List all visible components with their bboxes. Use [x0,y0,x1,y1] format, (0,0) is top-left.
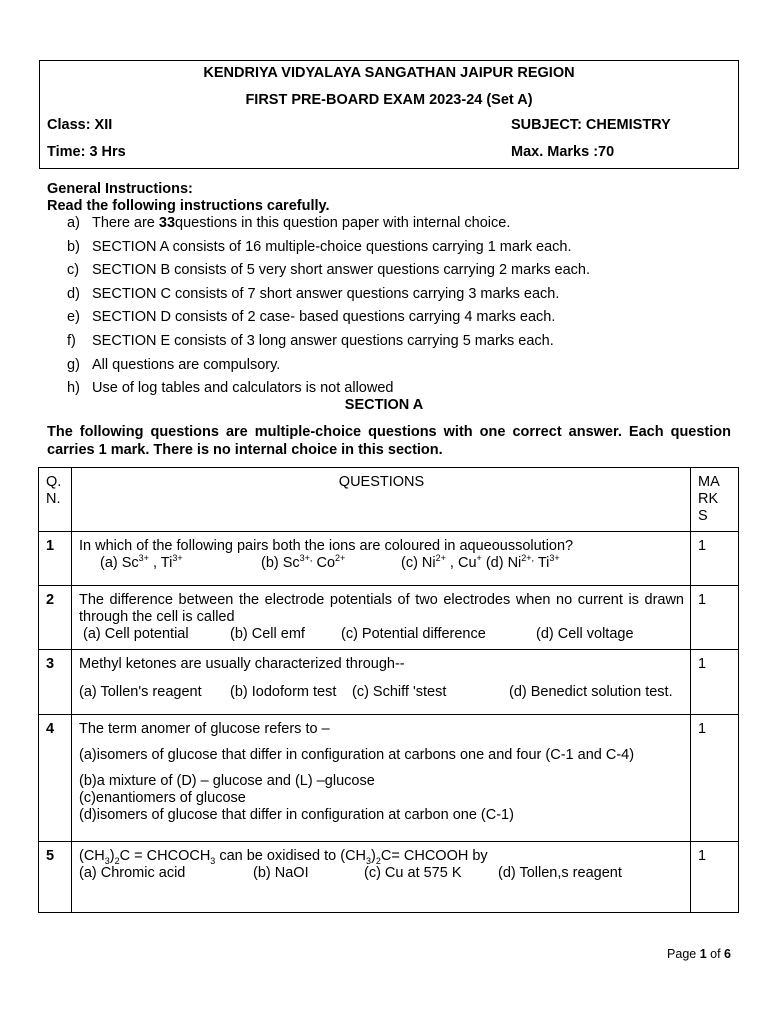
instruction-item: c) SECTION B consists of 5 very short answer questions carrying 2 marks each. [67,262,591,279]
question-number: 4 [39,715,72,842]
table-row [39,842,739,913]
question-options [79,865,684,882]
question-number: 5 [39,842,72,913]
marks-header: MA RK S [691,468,739,532]
instruction-item: g) All questions are compulsory. [67,356,281,373]
option-c: (c) Schiff 'stest [352,684,447,700]
question-cell [72,842,691,913]
class-label: Class: XII [47,117,113,133]
option-b: (b) NaOI [253,865,309,881]
question-cell [72,532,691,586]
questions-table [38,467,739,913]
option-d: (d) Benedict solution test. [509,684,673,700]
question-text: The term anomer of glucose refers to – [79,721,330,737]
question-marks: 1 [691,532,739,586]
section-title: SECTION A [344,397,424,413]
general-instructions [47,181,737,404]
option-d: (d)isomers of glucose that differ in configuration at carbon one (C-1) [79,807,514,823]
instructions-title: General Instructions: [47,181,193,197]
question-cell [72,715,691,842]
exam-header [39,60,739,169]
instruction-item: b) SECTION A consists of 16 multiple-choice questions carrying 1 mark each. [67,238,572,255]
option-a: (a) Chromic acid [79,865,186,881]
table-row [39,715,739,842]
option-b: (b) Cell emf [230,626,305,642]
option-c: (c) Potential difference [341,626,486,642]
option-b: (b) $Sc^{3+,}$ $Co^{2+}$ [261,553,346,571]
option-d: (d) Tollen,s reagent [498,865,622,881]
question-text: In which of the following pairs both the ions are coloured in aqueoussolution? [79,538,574,554]
option-c: (c)enantiomers of glucose [79,790,246,806]
question-options [79,555,684,572]
instruction-item: a) There are 33questions in this question paper with internal choice. [67,215,511,231]
question-cell [72,650,691,715]
qn-header: Q. N. [39,468,72,532]
option-a: (a) Cell potential [83,626,189,642]
option-b: (b)a mixture of (D) – glucose and (L) –glucose [79,773,375,789]
question-cell [72,586,691,650]
total-pages: 6 [724,947,731,961]
option-a: (a) Tollen's reagent [79,684,202,700]
question-marks: 1 [691,650,739,715]
question-marks: 1 [691,586,739,650]
option-a: (a) $Sc^{3+}$ , $Ti^{3+}$ [100,553,183,571]
max-marks-label: Max. Marks :70 [511,144,615,160]
question-text: $(CH_3)_2C$ = $CHCOCH_3$ can be oxidised to $(CH_3)_2C=$ CHCOOH by [79,848,488,866]
exam-title: FIRST PRE-BOARD EXAM 2023-24 (Set A) [245,92,533,108]
question-number: 2 [39,586,72,650]
option-c: (c) Cu at 575 K [364,865,462,881]
instruction-item: f) SECTION E consists of 3 long answer questions carrying 5 marks each. [67,332,554,349]
table-row [39,586,739,650]
option-c: (c) $Ni^{2+}$ , Cu+ [401,553,482,571]
table-row [39,650,739,715]
option-d: (d) $Ni^{2+,}$ $Ti^{3+}$ [485,553,560,571]
option-d: (d) Cell voltage [536,626,634,642]
org-name: KENDRIYA VIDYALAYA SANGATHAN JAIPUR REGION [203,65,575,81]
instruction-item: d) SECTION C consists of 7 short answer questions carrying 3 marks each. [67,285,560,302]
instructions-subtitle: Read the following instructions carefully. [47,198,330,214]
subject-label: SUBJECT: CHEMISTRY [511,117,671,133]
question-options [79,626,684,643]
question-text: Methyl ketones are usually characterized through-- [79,656,405,672]
question-number: 1 [39,532,72,586]
instruction-item: e) SECTION D consists of 2 case- based questions carrying 4 marks each. [67,309,556,326]
current-page: 1 [699,947,707,961]
page-footer: Page 1 of 6 [667,947,731,961]
question-number: 3 [39,650,72,715]
questions-header: QUESTIONS [72,468,691,532]
instructions-list [47,215,737,404]
question-marks: 1 [691,715,739,842]
option-a: (a)isomers of glucose that differ in configuration at carbons one and four (C-1 and C-4) [79,747,635,763]
time-label: Time: 3 Hrs [47,144,126,160]
option-b: (b) Iodoform test [230,684,337,700]
section-intro: The following questions are multiple-choice questions with one correct answer. Each question carries 1 mark. There is no internal choice in this section. [47,424,731,458]
question-options [79,684,684,701]
table-header-row [39,468,739,532]
instruction-item: h) Use of log tables and calculators is not allowed [67,380,394,397]
table-row [39,532,739,586]
question-text: The difference between the electrode potentials of two electrodes when no current is drawn through the cell is called [79,592,684,625]
question-marks: 1 [691,842,739,913]
